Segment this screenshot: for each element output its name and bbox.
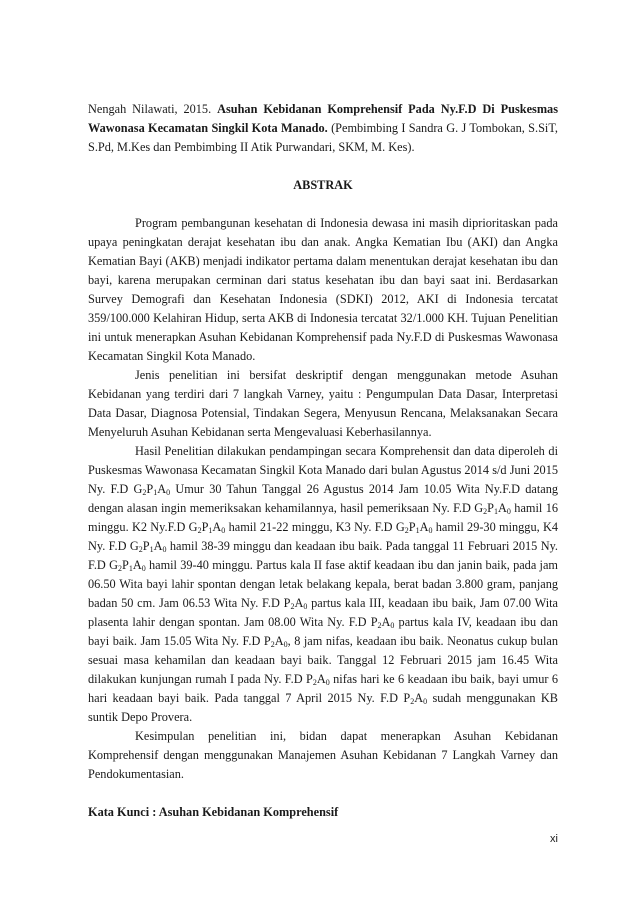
abstract-heading: ABSTRAK	[293, 178, 353, 192]
results-text: hamil 16 minggu. K2 Ny.F.D	[88, 501, 558, 534]
citation-supervisors: (Pembimbing I Sandra G. J Tombokan, S.SiT, S.Pd, M.Kes dan Pembimbing II Atik Purwandari, SKM, M. Kes).	[88, 121, 558, 154]
results-text: sudah menggunakan KB suntik Depo Provera.	[88, 691, 558, 724]
results-text: hamil 38-39 minggu dan keadaan ibu baik. Pada tanggal 11 Februari 2015 Ny. F.D	[88, 539, 559, 572]
results-text: partus kala IV, keadaan ibu dan bayi baik. Jam 15.05 Wita Ny. F.D	[88, 615, 558, 648]
results-text: partus kala III, keadaan ibu baik, Jam 07.00 Wita plasenta lahir dengan spontan. Jam 08.00 Wita Ny. F.D	[88, 596, 558, 629]
paragraph-conclusion: Kesimpulan penelitian ini, bidan dapat menerapkan Asuhan Kebidanan Komprehensif dengan menggunakan Manajemen Asuhan Kebidanan 7 Langkah Varney dan Pendokumentasian.	[88, 729, 558, 781]
results-text: , 8 jam nifas, keadaan ibu baik. Neonatus cukup bulan sesuai masa kehamilan dan keadaan bayi baik. Tanggal 12 Februari 2015 jam 16.45 Wita dilakukan kunjungan rumah I pada Ny. F.D	[88, 634, 558, 686]
paragraph-results: Hasil Penelitian dilakukan pendampingan secara Komprehensit dan data diperoleh di Puskesmas Wawonasa Kecamatan Singkil Kota Manado dari bulan Agustus 2014 s/d Juni 2015 Ny. F.D $G_2P_1A_0$ Umur 30 Tahun Tanggal 26 Agustus 2014 Jam 10.05 Wita Ny.F.D datang dengan alasan ingin memeriksakan kehamilannya, hasil pemeriksaan Ny. F.D $G_2P_1A_0$ hamil 16 minggu. K2 Ny.F.D $G_2P_1A_0$ hamil 21-22 minggu, K3 Ny. F.D $G_2P_1A_0$ hamil 29-30 minggu, K4 Ny. F.D $G_2P_1A_0$ hamil 38-39 minggu dan keadaan ibu baik. Pada tanggal 11 Februari 2015 Ny. F.D $G_2P_1A_0$ hamil 39-40 minggu. Partus kala II fase aktif keadaan ibu dan janin baik, pada jam 06.50 Wita bayi lahir spontan dengan letak belakang kepala, berat badan 3.800 gram, panjang badan 50 cm. Jam 06.53 Wita Ny. F.D $P_2A_0$ partus kala III, keadaan ibu baik, Jam 07.00 Wita plasenta lahir dengan spontan. Jam 08.00 Wita Ny. F.D $P_2A_0$ partus kala IV, keadaan ibu dan bayi baik. Jam 15.05 Wita Ny. F.D $P_2A_0$, 8 jam nifas, keadaan ibu baik. Neonatus cukup bulan sesuai masa kehamilan dan keadaan bayi baik. Tanggal 12 Februari 2015 jam 16.45 Wita dilakukan kunjungan rumah I pada Ny. F.D $P_2A_0$ nifas hari ke 6 keadaan ibu baik, bayi umur 6 hari keadaan bayi baik. Pada tanggal 7 April 2015 Ny. F.D $P_2A_0$ sudah menggunakan KB suntik Depo Provera.	[88, 444, 559, 724]
citation-author-year: Nengah Nilawati, 2015.	[88, 102, 212, 116]
paragraph-background: Program pembangunan kesehatan di Indonesia dewasa ini masih diprioritaskan pada upaya peningkatan derajat kesehatan ibu dan anak. Angka Kematian Ibu (AKI) dan Angka Kematian Bayi (AKB) menjadi indikator pertama dalam menentukan derajat kesehatan ibu dan bayi, karena merupakan cerminan dari status kesehatan ibu dan bayi saat ini. Berdasarkan Survey Demografi dan Kesehatan Indonesia (SDKI) 2012, AKI di Indonesia tercatat 359/100.000 Kelahiran Hidup, serta AKB di Indonesia tercatat 32/1.000 KH. Tujuan Penelitian ini untuk menerapkan Asuhan Kebidanan Komprehensif pada Ny.F.D di Puskesmas Wawonasa Kecamatan Singkil Kota Manado.	[88, 216, 558, 363]
citation-title: Asuhan Kebidanan Komprehensif Pada Ny.F.D Di Puskesmas Wawonasa Kecamatan Singkil Kota Manado.	[88, 102, 558, 135]
page-number: xi	[550, 833, 558, 845]
results-text: Hasil Penelitian dilakukan pendampingan secara Komprehensit dan data diperoleh di Puskesmas Wawonasa Kecamatan Singkil Kota Manado dari bulan Agustus 2014 s/d Juni 2015 Ny. F.D	[88, 444, 558, 496]
results-text: hamil 29-30 minggu, K4 Ny. F.D	[88, 520, 558, 553]
results-text: hamil 21-22 minggu, K3 Ny. F.D	[225, 520, 396, 534]
results-text: hamil 39-40 minggu. Partus kala II fase aktif keadaan ibu dan janin baik, pada jam 06.50 Wita bayi lahir spontan dengan letak belakang kepala, berat badan 3.800 gram, panjang badan 50 cm. Jam 06.53 Wita Ny. F.D	[88, 558, 558, 610]
citation	[88, 100, 558, 157]
paragraph-method: Jenis penelitian ini bersifat deskriptif dengan menggunakan metode Asuhan Kebidanan yang terdiri dari 7 langkah Varney, yaitu : Pengumpulan Data Dasar, Interpretasi Data Dasar, Diagnosa Potensial, Tindakan Segera, Menyusun Rencana, Melaksanakan Secara Menyeluruh Asuhan Kebidanan serta Mengevaluasi Keberhasilannya.	[88, 368, 558, 439]
abstract-page	[88, 100, 558, 822]
keywords: Kata Kunci : Asuhan Kebidanan Komprehensif	[88, 805, 339, 819]
results-text: nifas hari ke 6 keadaan ibu baik, bayi umur 6 hari keadaan bayi baik. Pada tanggal 7 April 2015 Ny. F.D	[88, 672, 558, 705]
results-text: Umur 30 Tahun Tanggal 26 Agustus 2014 Jam 10.05 Wita Ny.F.D datang dengan alasan ingin memeriksakan kehamilannya, hasil pemeriksaan Ny. F.D	[88, 482, 558, 515]
